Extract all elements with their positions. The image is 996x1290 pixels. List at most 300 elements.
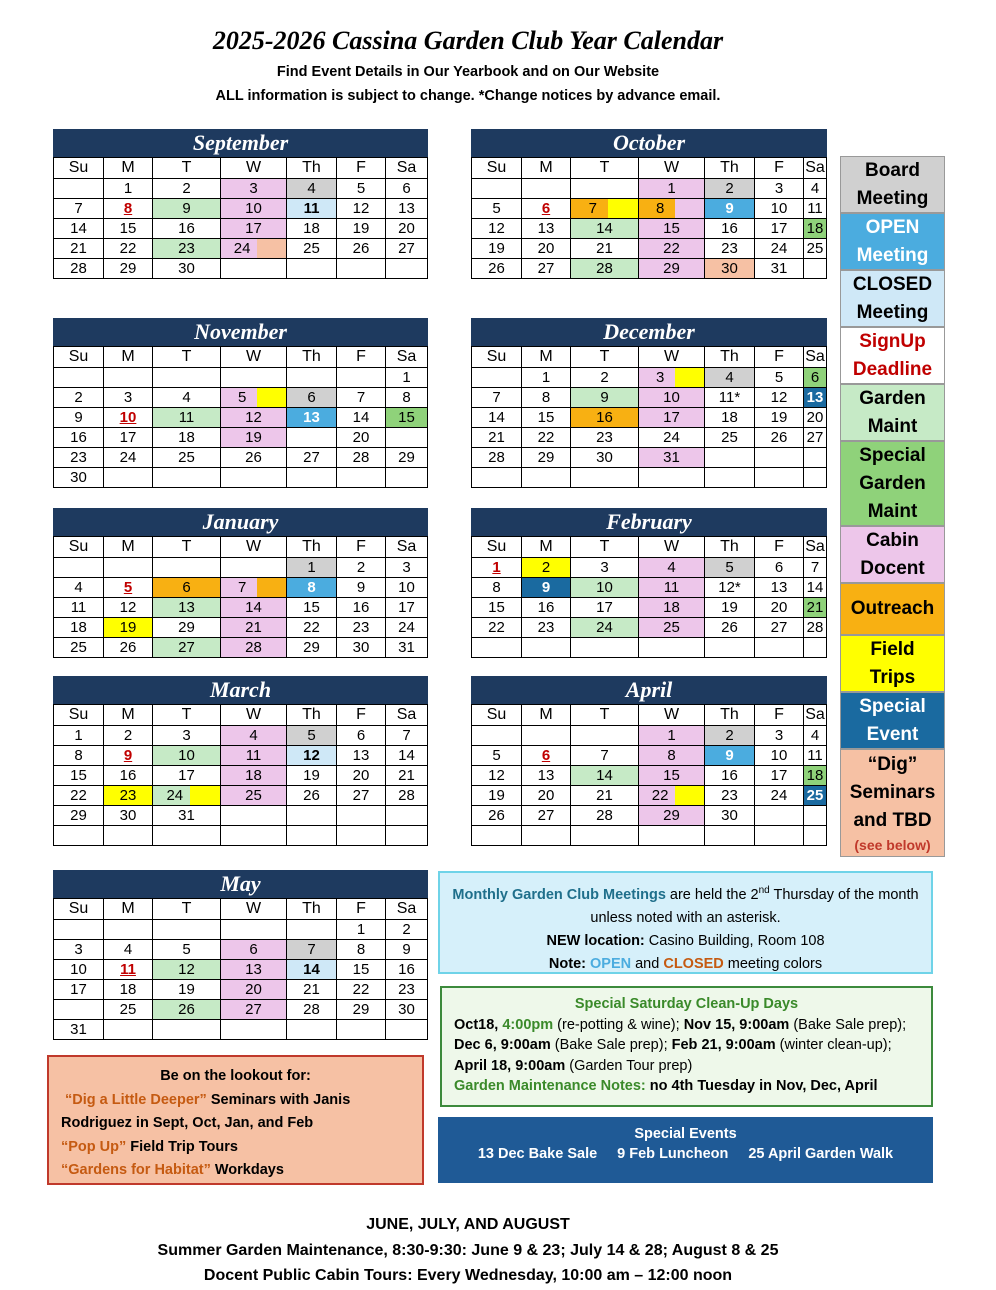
legend-label: Meeting [856, 187, 929, 209]
day-cell: 18 [153, 428, 221, 448]
day-cell: 31 [386, 638, 428, 658]
day-cell: 20 [804, 408, 827, 428]
day-cell: 25 [639, 618, 705, 638]
saturday-details [454, 1015, 919, 1077]
weekday-header: Su [472, 158, 522, 179]
day-cell: 23 [705, 786, 755, 806]
legend-label: Trips [869, 666, 916, 688]
weekday-header: Sa [804, 347, 827, 368]
day-cell: 31 [54, 1020, 104, 1040]
lookout-title: Be on the lookout for: [160, 1068, 311, 1084]
legend-label: SignUp [859, 330, 926, 352]
day-cell: 13 [522, 219, 571, 239]
day-cell: 10 [639, 388, 705, 408]
day-cell: 15 [104, 219, 153, 239]
day-cell [153, 920, 221, 940]
day-cell: 14 [571, 766, 639, 786]
day-cell: 14 [221, 598, 287, 618]
day-cell [104, 368, 153, 388]
day-cell: 3 [221, 179, 287, 199]
day-cell: 4 [104, 940, 153, 960]
day-cell: 25 [804, 786, 827, 806]
meetings-text-2: Thursday of the month unless noted with an asterisk. [590, 886, 919, 926]
day-cell: 11 [54, 598, 104, 618]
weekday-header: Su [54, 899, 104, 920]
weekday-header: F [337, 705, 386, 726]
day-cell [221, 259, 287, 279]
legend-label: Seminars [849, 782, 936, 803]
weekday-header: T [153, 899, 221, 920]
weekday-header: T [571, 158, 639, 179]
day-cell: 6 [522, 199, 571, 219]
month-header: February [471, 508, 827, 536]
day-cell: 3 [571, 558, 639, 578]
day-cell: 30 [153, 259, 221, 279]
day-cell [705, 638, 755, 658]
weekday-header: Sa [386, 705, 428, 726]
day-cell: 4 [804, 726, 827, 746]
day-cell: 20 [337, 428, 386, 448]
day-cell [472, 368, 522, 388]
day-cell [522, 179, 571, 199]
weekday-header: W [221, 705, 287, 726]
apr18-date: April 18, 9:00am [454, 1057, 566, 1074]
weekday-header: F [337, 158, 386, 179]
legend-label: Meeting [856, 301, 929, 323]
day-cell: 16 [386, 960, 428, 980]
day-cell: 14 [386, 746, 428, 766]
day-cell: 24 [639, 428, 705, 448]
meeting-colors-text: meeting colors [723, 955, 823, 972]
day-cell: 5 [472, 746, 522, 766]
meetings-sup: nd [758, 885, 770, 896]
month-november [53, 318, 428, 488]
day-cell [54, 1000, 104, 1020]
day-cell [571, 468, 639, 488]
day-cell [104, 1020, 153, 1040]
day-cell [287, 1020, 337, 1040]
day-cell [104, 920, 153, 940]
day-cell [472, 179, 522, 199]
closed-word: CLOSED [663, 955, 724, 972]
day-cell: 2 [571, 368, 639, 388]
day-cell: 22 [639, 786, 705, 806]
legend-item [840, 526, 945, 583]
month-header: March [53, 676, 428, 704]
legend-label: Docent [860, 557, 925, 579]
day-cell: 15 [522, 408, 571, 428]
day-cell: 30 [705, 259, 755, 279]
legend-item [840, 692, 945, 749]
garden-notes-label: Garden Maintenance Notes: [454, 1078, 646, 1094]
legend-item [840, 384, 945, 441]
day-cell: 31 [639, 448, 705, 468]
day-cell: 3 [639, 368, 705, 388]
day-cell: 29 [522, 448, 571, 468]
weekday-header: M [104, 537, 153, 558]
day-cell: 17 [221, 219, 287, 239]
day-cell: 20 [755, 598, 804, 618]
location-text: Casino Building, Room 108 [644, 932, 825, 949]
day-cell: 10 [386, 578, 428, 598]
day-cell: 22 [337, 980, 386, 1000]
day-cell: 21 [54, 239, 104, 259]
month-header: November [53, 318, 428, 346]
day-cell [472, 468, 522, 488]
day-cell [571, 638, 639, 658]
day-cell: 3 [104, 388, 153, 408]
day-cell: 5 [472, 199, 522, 219]
day-cell: 17 [755, 766, 804, 786]
day-cell: 22 [54, 786, 104, 806]
day-cell: 26 [104, 638, 153, 658]
legend-item [840, 441, 945, 526]
weekday-header: Th [705, 537, 755, 558]
day-cell: 17 [153, 766, 221, 786]
day-cell: 10 [221, 199, 287, 219]
day-cell: 11 [153, 408, 221, 428]
day-cell: 21 [386, 766, 428, 786]
weekday-header: Su [472, 537, 522, 558]
day-cell [639, 638, 705, 658]
weekday-header: W [221, 158, 287, 179]
day-cell [104, 558, 153, 578]
day-cell [221, 468, 287, 488]
day-cell: 23 [522, 618, 571, 638]
day-cell: 13 [522, 766, 571, 786]
day-cell: 9 [571, 388, 639, 408]
weekday-header: M [104, 347, 153, 368]
day-cell: 15 [337, 960, 386, 980]
subtitle-details: Find Event Details in Our Yearbook and on Our Website [276, 64, 660, 80]
legend-label: Outreach [850, 598, 935, 619]
day-cell: 7 [221, 578, 287, 598]
subtitle-disclaimer: ALL information is subject to change. *Change notices by advance email. [215, 88, 721, 104]
day-cell: 11 [221, 746, 287, 766]
day-cell: 15 [639, 766, 705, 786]
month-may [53, 870, 428, 1040]
weekday-header: T [571, 347, 639, 368]
day-cell [386, 468, 428, 488]
day-cell: 7 [571, 199, 639, 219]
weekday-header: W [639, 158, 705, 179]
day-cell [104, 826, 153, 846]
special-events-box [438, 1117, 933, 1183]
dig-deeper-text: Seminars with Janis Rodriguez in Sept, Oct, Jan, and Feb [61, 1091, 351, 1131]
month-september [53, 129, 428, 279]
day-cell: 11 [287, 199, 337, 219]
day-cell [337, 806, 386, 826]
day-cell: 13 [287, 408, 337, 428]
day-cell: 13 [153, 598, 221, 618]
day-cell: 13 [221, 960, 287, 980]
weekday-header: W [221, 347, 287, 368]
day-cell: 30 [386, 1000, 428, 1020]
day-cell: 21 [221, 618, 287, 638]
day-cell: 9 [337, 578, 386, 598]
day-cell: 11 [104, 960, 153, 980]
location-label: NEW location: [546, 932, 645, 949]
day-cell: 26 [337, 239, 386, 259]
day-cell: 4 [705, 368, 755, 388]
day-cell: 25 [54, 638, 104, 658]
day-cell: 18 [104, 980, 153, 1000]
day-cell: 24 [386, 618, 428, 638]
summer-title: JUNE, JULY, AND AUGUST [366, 1216, 570, 1233]
day-cell: 21 [571, 239, 639, 259]
weekday-header: F [337, 899, 386, 920]
day-cell: 1 [639, 179, 705, 199]
page-title: 2025-2026 Cassina Garden Club Year Calendar [212, 26, 724, 55]
day-cell: 18 [705, 408, 755, 428]
saturday-title: Special Saturday Clean-Up Days [574, 996, 799, 1012]
day-cell: 26 [755, 428, 804, 448]
day-cell [472, 726, 522, 746]
pop-up-title: “Pop Up” [61, 1138, 127, 1155]
day-cell: 12 [755, 388, 804, 408]
weekday-header: M [522, 705, 571, 726]
oct18-date: Oct18, [454, 1016, 503, 1033]
legend-label: Special [859, 444, 926, 466]
day-cell: 8 [639, 199, 705, 219]
day-cell: 23 [337, 618, 386, 638]
day-cell: 12 [287, 746, 337, 766]
day-cell: 12 [472, 219, 522, 239]
day-cell: 2 [153, 179, 221, 199]
day-cell: 30 [571, 448, 639, 468]
habitat-text: Workdays [210, 1162, 284, 1178]
day-cell: 8 [472, 578, 522, 598]
day-cell: 21 [287, 980, 337, 1000]
legend-label: Board [865, 159, 920, 181]
day-cell [522, 726, 571, 746]
day-cell [153, 368, 221, 388]
day-cell: 5 [221, 388, 287, 408]
day-cell: 19 [337, 219, 386, 239]
day-cell [287, 806, 337, 826]
weekday-header: Th [705, 158, 755, 179]
day-cell: 5 [153, 940, 221, 960]
day-cell: 24 [153, 786, 221, 806]
day-cell: 8 [337, 940, 386, 960]
weekday-header: Th [287, 899, 337, 920]
day-cell: 25 [804, 239, 827, 259]
day-cell: 14 [804, 578, 827, 598]
day-cell [54, 179, 104, 199]
day-cell: 1 [104, 179, 153, 199]
day-cell: 1 [386, 368, 428, 388]
legend-label: and TBD [853, 810, 932, 831]
weekday-header: F [755, 347, 804, 368]
legend-label: Deadline [852, 358, 933, 380]
weekday-header: W [221, 899, 287, 920]
weekday-header: F [337, 347, 386, 368]
legend-item [840, 749, 945, 857]
day-cell: 7 [571, 746, 639, 766]
month-header: May [53, 870, 428, 898]
day-cell: 20 [522, 239, 571, 259]
day-cell: 9 [153, 199, 221, 219]
day-cell: 10 [755, 199, 804, 219]
weekday-header: Sa [386, 537, 428, 558]
day-cell: 23 [571, 428, 639, 448]
day-cell: 24 [104, 448, 153, 468]
day-cell: 22 [472, 618, 522, 638]
day-cell [221, 806, 287, 826]
day-cell: 28 [221, 638, 287, 658]
month-march [53, 676, 428, 846]
day-cell: 1 [522, 368, 571, 388]
day-cell: 5 [104, 578, 153, 598]
weekday-header: F [755, 158, 804, 179]
apr18-desc: (Garden Tour prep) [565, 1057, 693, 1074]
day-cell: 8 [104, 199, 153, 219]
day-cell [804, 448, 827, 468]
day-cell: 3 [54, 940, 104, 960]
day-cell: 24 [571, 618, 639, 638]
day-cell [337, 259, 386, 279]
day-cell: 4 [804, 179, 827, 199]
day-cell: 19 [287, 766, 337, 786]
weekday-header: M [522, 537, 571, 558]
day-cell [153, 558, 221, 578]
day-cell: 30 [337, 638, 386, 658]
pop-up-text: Field Trip Tours [126, 1138, 238, 1155]
legend-label: “Dig” [867, 754, 918, 775]
habitat-title: “Gardens for Habitat” [61, 1162, 211, 1178]
day-cell [337, 468, 386, 488]
day-cell: 26 [287, 786, 337, 806]
day-cell: 17 [54, 980, 104, 1000]
day-cell: 31 [755, 259, 804, 279]
lookout-box [47, 1055, 424, 1185]
day-cell: 26 [221, 448, 287, 468]
weekday-header: M [522, 158, 571, 179]
month-april [471, 676, 827, 846]
day-cell: 16 [571, 408, 639, 428]
month-january [53, 508, 428, 658]
day-cell: 6 [287, 388, 337, 408]
day-cell [287, 468, 337, 488]
weekday-header: Su [54, 537, 104, 558]
day-cell: 24 [755, 786, 804, 806]
day-cell [54, 826, 104, 846]
day-cell: 26 [472, 259, 522, 279]
day-cell: 5 [755, 368, 804, 388]
legend-note: (see below) [854, 837, 931, 853]
dec6-date: Dec 6, 9:00am [454, 1037, 551, 1053]
day-cell [54, 920, 104, 940]
month-october [471, 129, 827, 279]
legend-label: Garden [859, 472, 926, 494]
weekday-header: Th [287, 347, 337, 368]
day-cell: 1 [472, 558, 522, 578]
weekday-header: F [755, 537, 804, 558]
day-cell: 10 [54, 960, 104, 980]
day-cell: 6 [755, 558, 804, 578]
day-cell [755, 638, 804, 658]
day-cell: 27 [221, 1000, 287, 1020]
day-cell: 28 [571, 259, 639, 279]
day-cell: 15 [386, 408, 428, 428]
day-cell: 8 [54, 746, 104, 766]
day-cell: 14 [287, 960, 337, 980]
day-cell: 7 [804, 558, 827, 578]
month-december [471, 318, 827, 488]
day-cell [287, 826, 337, 846]
day-cell [221, 826, 287, 846]
day-cell: 20 [386, 219, 428, 239]
day-cell: 30 [104, 806, 153, 826]
day-cell [337, 1020, 386, 1040]
weekday-header: Sa [386, 158, 428, 179]
day-cell [153, 468, 221, 488]
month-header: September [53, 129, 428, 157]
day-cell: 1 [287, 558, 337, 578]
day-cell: 23 [705, 239, 755, 259]
day-cell: 9 [705, 746, 755, 766]
day-cell [522, 638, 571, 658]
meetings-heading: Monthly Garden Club Meetings [452, 886, 666, 903]
day-cell: 2 [386, 920, 428, 940]
weekday-header: T [571, 537, 639, 558]
day-cell: 16 [153, 219, 221, 239]
weekday-header: Th [287, 537, 337, 558]
day-cell: 12* [705, 578, 755, 598]
month-header: April [471, 676, 827, 704]
day-cell: 17 [386, 598, 428, 618]
day-cell: 16 [104, 766, 153, 786]
day-cell [755, 806, 804, 826]
day-cell: 15 [287, 598, 337, 618]
and-word: and [631, 955, 664, 972]
day-cell [804, 826, 827, 846]
day-cell: 24 [755, 239, 804, 259]
day-cell: 8 [386, 388, 428, 408]
day-cell [755, 468, 804, 488]
day-cell: 18 [54, 618, 104, 638]
saturday-cleanup-box [440, 986, 933, 1107]
day-cell: 16 [337, 598, 386, 618]
day-cell [705, 468, 755, 488]
day-cell: 29 [639, 806, 705, 826]
day-cell: 12 [153, 960, 221, 980]
day-cell: 19 [472, 786, 522, 806]
day-cell [639, 826, 705, 846]
day-cell [472, 826, 522, 846]
day-cell: 16 [54, 428, 104, 448]
weekday-header: Su [54, 158, 104, 179]
day-cell: 30 [705, 806, 755, 826]
day-cell: 13 [804, 388, 827, 408]
day-cell: 7 [54, 199, 104, 219]
day-cell: 27 [522, 806, 571, 826]
day-cell: 14 [54, 219, 104, 239]
day-cell [287, 920, 337, 940]
day-cell: 13 [386, 199, 428, 219]
day-cell: 3 [386, 558, 428, 578]
day-cell: 2 [54, 388, 104, 408]
day-cell: 25 [287, 239, 337, 259]
weekday-header: Sa [804, 705, 827, 726]
day-cell: 5 [337, 179, 386, 199]
day-cell: 6 [804, 368, 827, 388]
day-cell [104, 468, 153, 488]
day-cell: 10 [571, 578, 639, 598]
day-cell [54, 368, 104, 388]
weekday-header: M [104, 899, 153, 920]
feb21-date: Feb 21, 9:00am [671, 1037, 776, 1053]
